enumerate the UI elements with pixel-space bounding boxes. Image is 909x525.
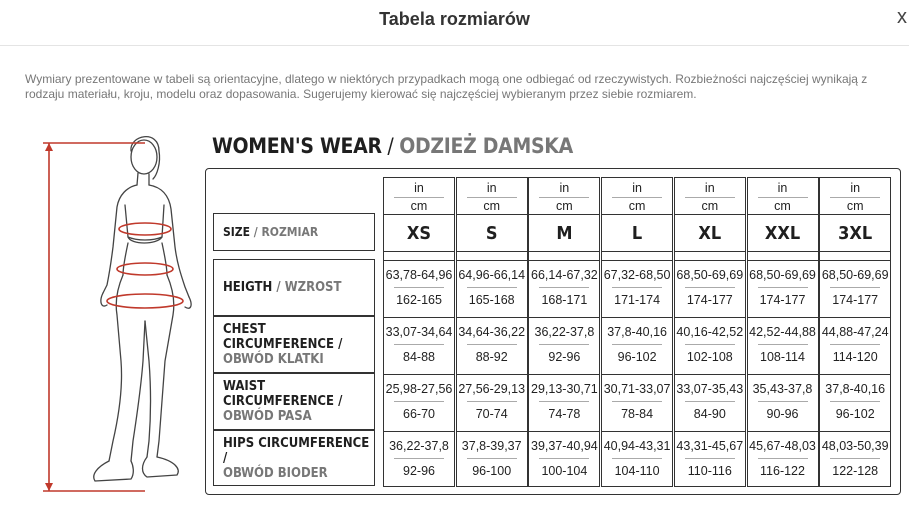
height-label-separator: / bbox=[272, 280, 285, 295]
value-in-cell: 42,52-44,88 bbox=[749, 325, 816, 339]
size-row-bottom-border bbox=[602, 251, 672, 252]
value-in-cell: 33,07-35,43 bbox=[676, 382, 744, 396]
value-in-cell: 36,22-37,8 bbox=[389, 439, 449, 453]
size-row-top-border bbox=[602, 214, 672, 215]
row-border bbox=[602, 374, 672, 375]
value-in-cell: 30,71-33,07 bbox=[603, 382, 671, 396]
height-label-cell bbox=[213, 259, 375, 316]
unit-in-label: in bbox=[414, 181, 424, 195]
size-row-top-border bbox=[384, 214, 454, 215]
title-pl: ODZIEŻ DAMSKA bbox=[399, 134, 573, 158]
value-divider bbox=[685, 458, 735, 459]
unit-cm-label: cm bbox=[774, 199, 791, 213]
hips-label-pl: OBWÓD BIODER bbox=[223, 465, 328, 481]
value-divider bbox=[612, 401, 662, 402]
row-border bbox=[748, 374, 818, 375]
value-in-cell: 44,88-47,24 bbox=[821, 325, 889, 339]
size-row-top-border bbox=[457, 214, 527, 215]
value-cm-cell: 84-90 bbox=[693, 407, 726, 421]
row-border bbox=[748, 260, 818, 261]
value-in-cell: 68,50-69,69 bbox=[676, 268, 744, 282]
unit-in-label: in bbox=[559, 181, 570, 195]
value-in-cell: 64,96-66,14 bbox=[458, 268, 526, 282]
woman-figure-measurement-icon bbox=[25, 125, 205, 500]
size-label-l: L bbox=[631, 223, 643, 244]
size-row-top-border bbox=[529, 214, 599, 215]
size-column-xs bbox=[383, 177, 455, 487]
chest-label-separator: / bbox=[334, 337, 343, 352]
value-in-cell: 45,67-48,03 bbox=[749, 439, 816, 453]
value-in-cell: 68,50-69,69 bbox=[821, 268, 889, 282]
value-in-cell: 68,50-69,69 bbox=[749, 268, 816, 282]
value-divider bbox=[539, 287, 589, 288]
size-column-xxl bbox=[747, 177, 819, 487]
size-row-bottom-border bbox=[457, 251, 527, 252]
height-label-en: HEIGTH bbox=[223, 280, 273, 295]
size-label-en: SIZE bbox=[223, 225, 250, 239]
waist-label-pl: OBWÓD PASA bbox=[223, 409, 312, 424]
value-cm-cell: 114-120 bbox=[832, 350, 878, 364]
unit-cm-label: cm bbox=[701, 199, 719, 213]
value-cm-cell: 96-102 bbox=[617, 350, 657, 364]
value-divider bbox=[394, 344, 444, 345]
row-border bbox=[602, 260, 672, 261]
chest-label-cell bbox=[213, 316, 375, 373]
value-cm-cell: 174-177 bbox=[759, 293, 806, 307]
value-in-cell: 43,31-45,67 bbox=[676, 439, 744, 453]
value-in-cell: 67,32-68,50 bbox=[603, 268, 671, 282]
value-in-cell: 37,8-40,16 bbox=[825, 382, 886, 396]
row-border bbox=[529, 260, 599, 261]
row-border bbox=[457, 374, 527, 375]
unit-cm-label: cm bbox=[483, 199, 501, 213]
value-cm-cell: 78-84 bbox=[621, 407, 654, 421]
row-border bbox=[457, 260, 527, 261]
row-border bbox=[457, 431, 527, 432]
value-cm-cell: 168-171 bbox=[541, 293, 588, 307]
hips-label-en: HIPS CIRCUMFERENCE bbox=[223, 435, 370, 451]
value-in-cell: 37,8-39,37 bbox=[461, 439, 522, 453]
value-cm-cell: 92-96 bbox=[403, 464, 435, 478]
size-column-s bbox=[456, 177, 528, 487]
value-divider bbox=[830, 458, 880, 459]
row-border bbox=[675, 374, 745, 375]
value-divider bbox=[830, 344, 880, 345]
value-in-cell: 27,56-29,13 bbox=[458, 382, 526, 396]
size-table-title bbox=[212, 134, 573, 158]
size-row-top-border bbox=[748, 214, 818, 215]
value-divider bbox=[830, 401, 880, 402]
row-border bbox=[384, 431, 454, 432]
value-in-cell: 39,37-40,94 bbox=[531, 439, 598, 453]
size-row-bottom-border bbox=[529, 251, 599, 252]
value-divider bbox=[539, 344, 589, 345]
waist-label-en: WAIST CIRCUMFERENCE bbox=[223, 379, 335, 409]
value-cm-cell: 171-174 bbox=[614, 293, 661, 307]
unit-cm-label: cm bbox=[628, 199, 646, 213]
size-row-top-border bbox=[675, 214, 745, 215]
size-column-m bbox=[528, 177, 600, 487]
row-border bbox=[748, 317, 818, 318]
value-cm-cell: 102-108 bbox=[686, 350, 733, 364]
size-label-cell bbox=[213, 213, 375, 251]
unit-cm-label: cm bbox=[846, 199, 864, 213]
size-row-bottom-border bbox=[384, 251, 454, 252]
row-border bbox=[675, 317, 745, 318]
row-border bbox=[384, 317, 454, 318]
row-border bbox=[384, 260, 454, 261]
value-cm-cell: 96-100 bbox=[472, 464, 512, 478]
value-cm-cell: 162-165 bbox=[396, 293, 442, 307]
value-cm-cell: 100-104 bbox=[541, 464, 588, 478]
modal-header bbox=[0, 0, 909, 46]
value-in-cell: 33,07-34,64 bbox=[385, 325, 453, 339]
chest-label-en: CHEST CIRCUMFERENCE bbox=[223, 322, 335, 352]
row-border bbox=[820, 431, 890, 432]
row-border bbox=[602, 317, 672, 318]
value-in-cell: 34,64-36,22 bbox=[458, 325, 526, 339]
value-divider bbox=[467, 344, 517, 345]
value-divider bbox=[612, 287, 662, 288]
waist-label-en-line bbox=[223, 379, 374, 409]
unit-divider bbox=[467, 197, 517, 198]
value-cm-cell: 165-168 bbox=[468, 293, 515, 307]
row-border bbox=[675, 260, 745, 261]
value-in-cell: 35,43-37,8 bbox=[752, 382, 813, 396]
size-column-l bbox=[601, 177, 673, 487]
value-divider bbox=[394, 458, 444, 459]
row-border bbox=[748, 431, 818, 432]
value-divider bbox=[758, 287, 808, 288]
hips-label-separator: / bbox=[223, 450, 228, 466]
size-label-3xl: 3XL bbox=[838, 223, 873, 244]
value-in-cell: 40,16-42,52 bbox=[676, 325, 744, 339]
value-divider bbox=[394, 287, 444, 288]
size-label-s: S bbox=[485, 223, 498, 244]
value-in-cell: 66,14-67,32 bbox=[531, 268, 598, 282]
height-label-pl: WZROST bbox=[284, 280, 342, 295]
row-border bbox=[820, 317, 890, 318]
size-table-description: Wymiary prezentowane w tabeli są orientacyjne, dlatego w niektórych przypadkach mogą one odbiegać od rzeczywistych. Rozbieżności najczęściej wynikają z rodzaju materiału, kroju, modelu oraz dopasowania. Sugerujemy kierować się najczęściej wybieranym przez siebie rozmiarem. bbox=[25, 72, 868, 101]
row-border bbox=[602, 431, 672, 432]
value-divider bbox=[612, 458, 662, 459]
title-separator: / bbox=[381, 134, 400, 158]
value-divider bbox=[539, 401, 589, 402]
value-divider bbox=[758, 344, 808, 345]
value-cm-cell: 74-78 bbox=[548, 407, 581, 421]
value-cm-cell: 88-92 bbox=[475, 350, 508, 364]
unit-in-label: in bbox=[632, 181, 642, 195]
size-label-xl: XL bbox=[698, 223, 722, 244]
close-icon[interactable]: x bbox=[897, 6, 907, 28]
size-column-xl bbox=[674, 177, 746, 487]
unit-in-label: in bbox=[704, 181, 715, 195]
value-in-cell: 29,13-30,71 bbox=[531, 382, 598, 396]
unit-in-label: in bbox=[777, 181, 788, 195]
value-divider bbox=[758, 458, 808, 459]
value-in-cell: 37,8-40,16 bbox=[607, 325, 667, 339]
value-divider bbox=[685, 344, 735, 345]
value-in-cell: 40,94-43,31 bbox=[603, 439, 671, 453]
row-border bbox=[457, 317, 527, 318]
value-cm-cell: 110-116 bbox=[687, 464, 732, 478]
waist-label-cell bbox=[213, 373, 375, 430]
size-row-bottom-border bbox=[675, 251, 745, 252]
value-cm-cell: 104-110 bbox=[614, 464, 660, 478]
hips-label-cell bbox=[213, 430, 375, 486]
size-column-3xl bbox=[819, 177, 891, 487]
size-row-bottom-border bbox=[748, 251, 818, 252]
value-cm-cell: 116-122 bbox=[760, 464, 805, 478]
row-border bbox=[529, 374, 599, 375]
size-label-pl: ROZMIAR bbox=[261, 225, 319, 239]
chest-label-en-line bbox=[223, 322, 374, 352]
row-border bbox=[675, 431, 745, 432]
size-row-top-border bbox=[820, 214, 890, 215]
size-row-bottom-border bbox=[820, 251, 890, 252]
unit-in-label: in bbox=[486, 181, 497, 195]
value-divider bbox=[467, 287, 517, 288]
unit-cm-label: cm bbox=[410, 199, 428, 213]
value-divider bbox=[467, 458, 517, 459]
value-cm-cell: 70-74 bbox=[475, 407, 508, 421]
row-border bbox=[529, 317, 599, 318]
value-cm-cell: 66-70 bbox=[403, 407, 435, 421]
modal-title: Tabela rozmiarów bbox=[379, 9, 530, 29]
size-label-separator: / bbox=[250, 225, 262, 239]
value-cm-cell: 108-114 bbox=[760, 350, 805, 364]
value-divider bbox=[612, 344, 662, 345]
value-cm-cell: 90-96 bbox=[766, 407, 799, 421]
value-divider bbox=[539, 458, 589, 459]
value-cm-cell: 92-96 bbox=[548, 350, 581, 364]
waist-label-separator: / bbox=[334, 394, 343, 409]
size-label-xs: XS bbox=[406, 223, 432, 244]
value-in-cell: 25,98-27,56 bbox=[385, 382, 453, 396]
unit-divider bbox=[394, 197, 444, 198]
unit-divider bbox=[612, 197, 662, 198]
value-in-cell: 48,03-50,39 bbox=[821, 439, 889, 453]
value-cm-cell: 174-177 bbox=[686, 293, 733, 307]
value-cm-cell: 174-177 bbox=[832, 293, 879, 307]
chest-label-pl: OBWÓD KLATKI bbox=[223, 352, 324, 367]
unit-divider bbox=[539, 197, 589, 198]
title-en: WOMEN'S WEAR bbox=[212, 134, 382, 158]
row-border bbox=[820, 374, 890, 375]
value-divider bbox=[685, 287, 735, 288]
unit-in-label: in bbox=[850, 181, 861, 195]
hips-label-en-line bbox=[223, 436, 374, 466]
row-border bbox=[384, 374, 454, 375]
size-label-m: M bbox=[556, 223, 573, 244]
row-border bbox=[820, 260, 890, 261]
value-divider bbox=[758, 401, 808, 402]
size-label-xxl: XXL bbox=[764, 223, 801, 244]
value-divider bbox=[394, 401, 444, 402]
value-divider bbox=[685, 401, 735, 402]
value-divider bbox=[467, 401, 517, 402]
unit-divider bbox=[758, 197, 808, 198]
value-in-cell: 36,22-37,8 bbox=[534, 325, 595, 339]
unit-divider bbox=[830, 197, 880, 198]
value-cm-cell: 84-88 bbox=[403, 350, 435, 364]
value-in-cell: 63,78-64,96 bbox=[385, 268, 453, 282]
value-cm-cell: 96-102 bbox=[835, 407, 875, 421]
value-divider bbox=[830, 287, 880, 288]
unit-cm-label: cm bbox=[556, 199, 573, 213]
row-border bbox=[529, 431, 599, 432]
value-cm-cell: 122-128 bbox=[832, 464, 879, 478]
unit-divider bbox=[685, 197, 735, 198]
